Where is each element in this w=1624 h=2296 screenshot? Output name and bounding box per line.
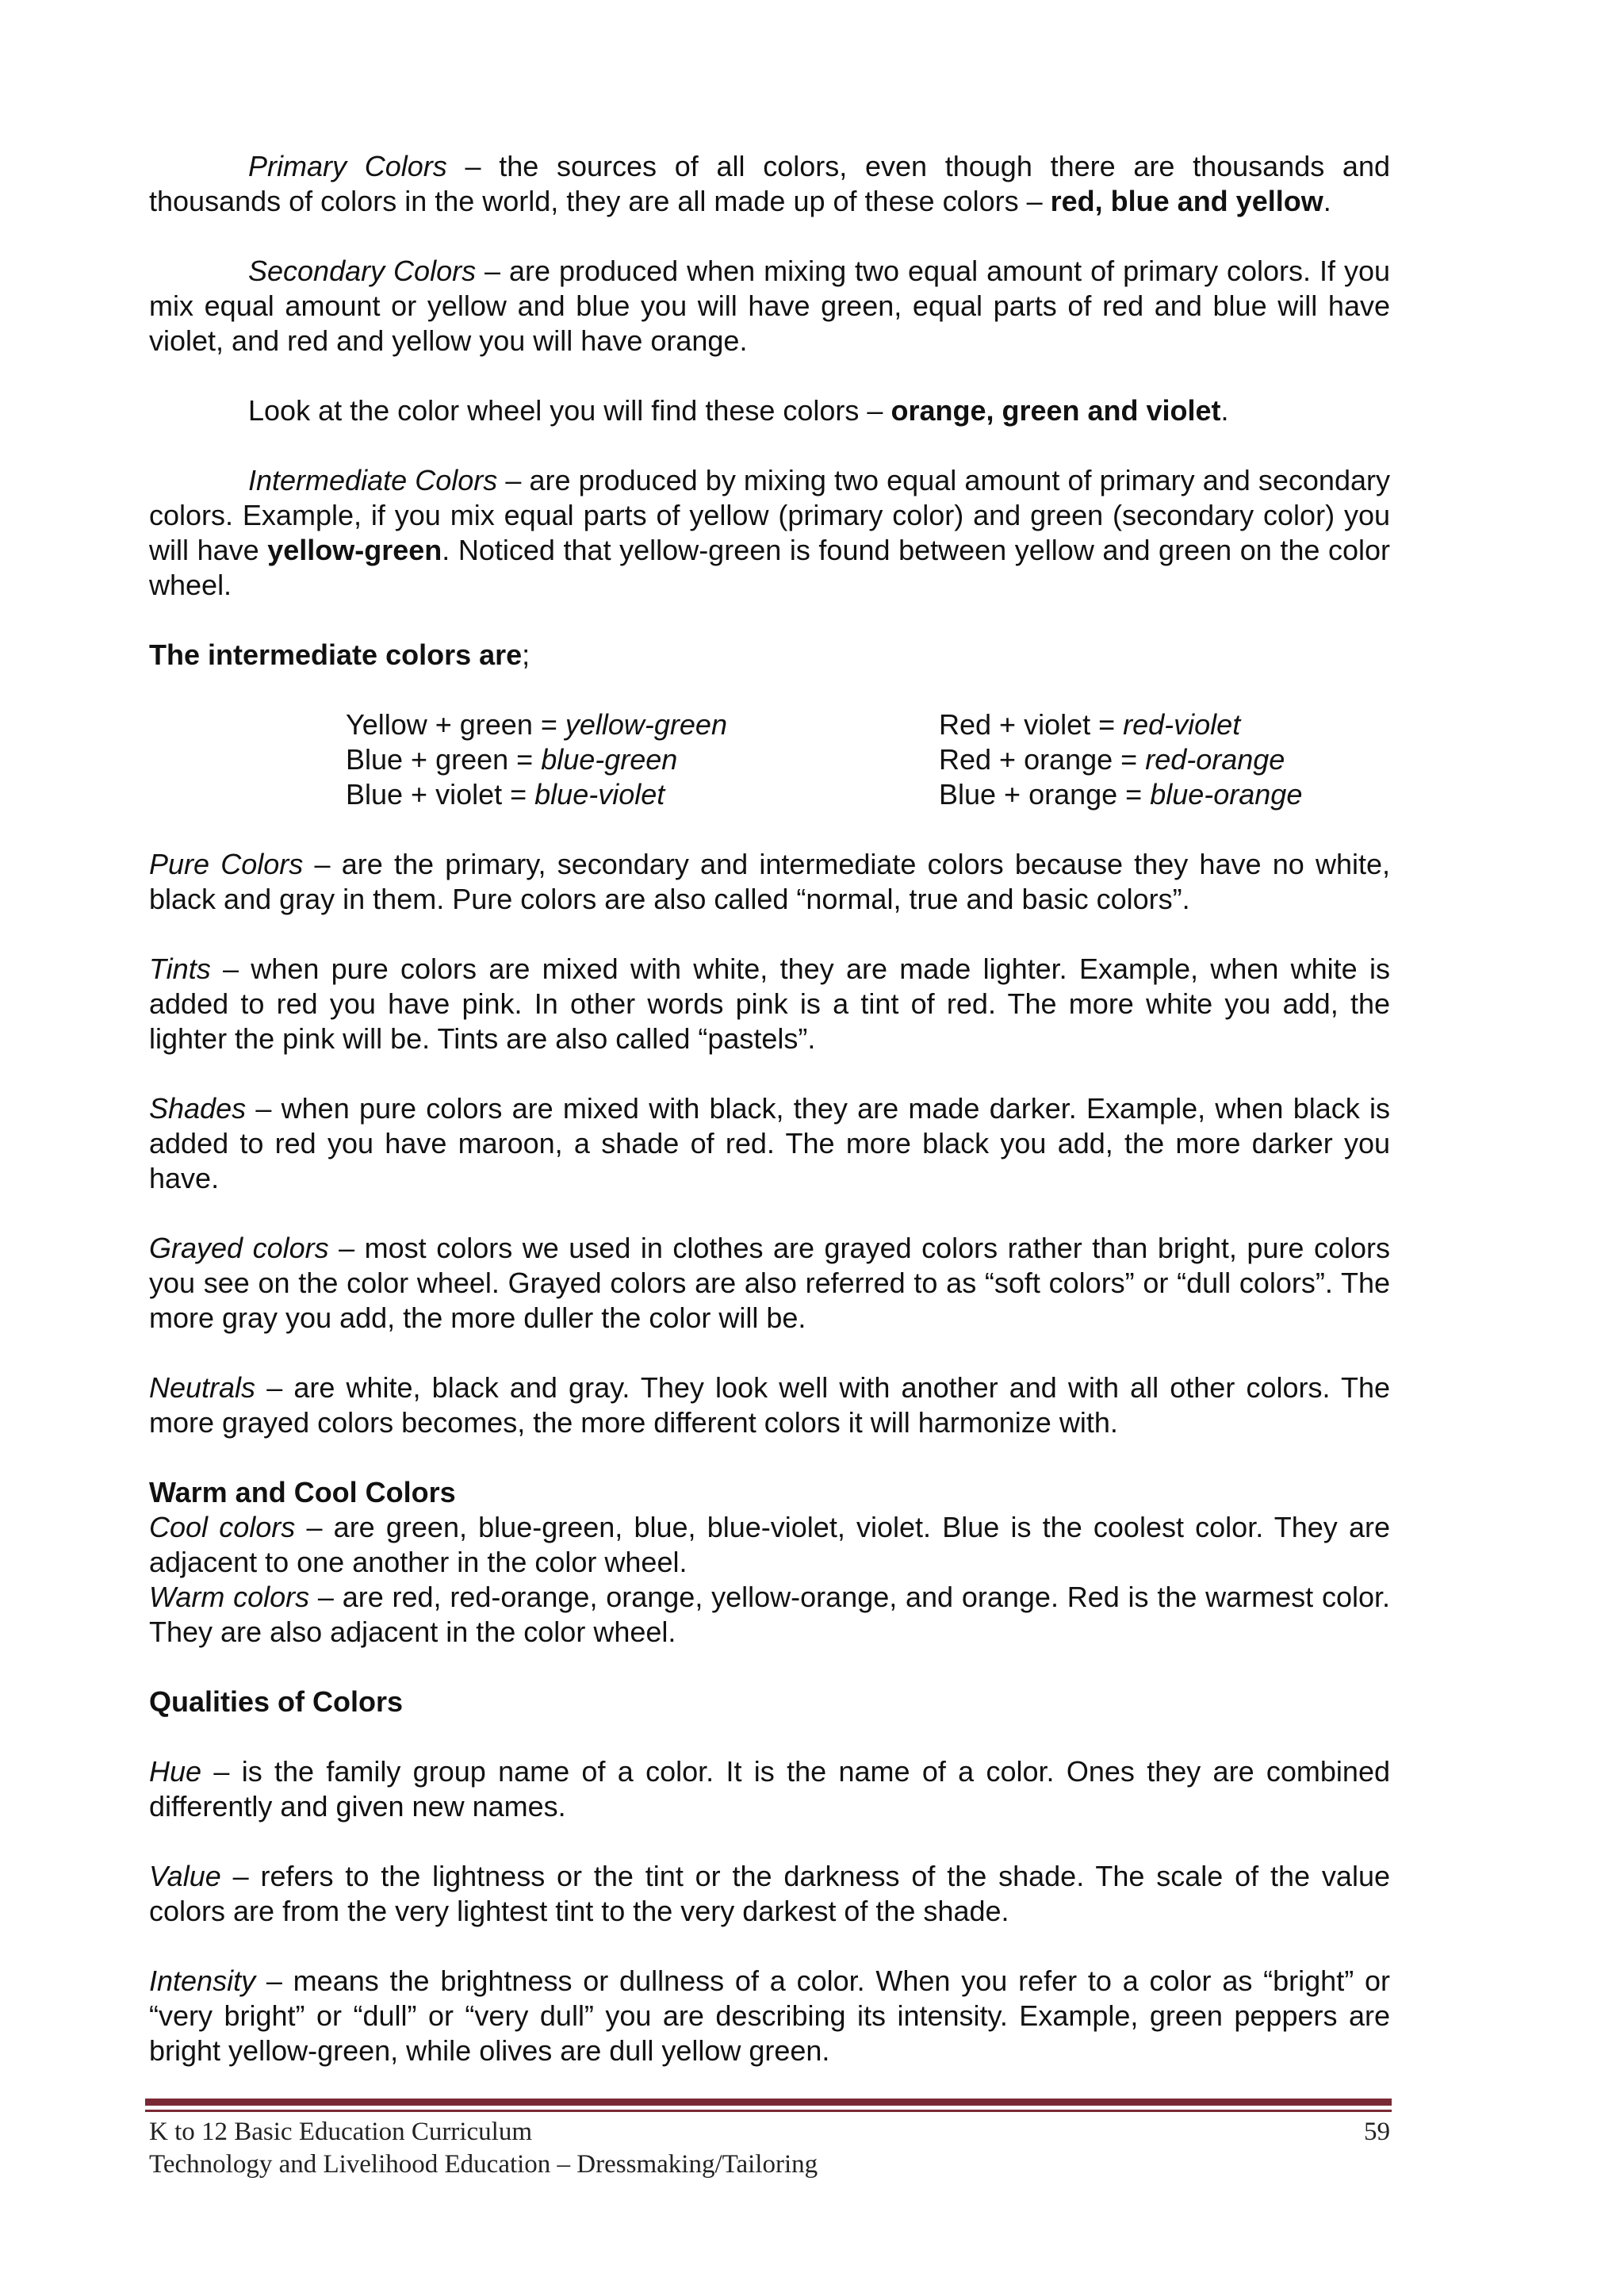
combination-item [346, 742, 939, 777]
intermediate-colors-heading [149, 638, 1390, 673]
combination-item [939, 707, 1383, 742]
combination-result: red-orange [1145, 743, 1285, 776]
combination-equation: Blue + green = [346, 743, 542, 776]
definition-text: – are produced by mixing two equal amount of primary and secondary colors. Example, if you mix equal parts of yellow (primary color) and green (secondary color) you will have [149, 464, 1390, 566]
paragraph-tints [149, 952, 1390, 1056]
body-text: Look at the color wheel you will find these colors – [248, 394, 891, 427]
combination-item [939, 742, 1383, 777]
page-footer [149, 2116, 1390, 2181]
emphasis-text: yellow-green [267, 534, 442, 566]
combination-result: blue-orange [1150, 778, 1303, 811]
paragraph-color-wheel [149, 393, 1390, 428]
combination-result: blue-green [541, 743, 678, 776]
term-pure-colors: Pure Colors [149, 848, 304, 880]
footer-subject-title: Technology and Livelihood Education – Dressmaking/Tailoring [149, 2150, 818, 2179]
sentence-tail: . [1220, 394, 1229, 427]
term-warm-colors: Warm colors [149, 1581, 310, 1613]
paragraph-hue [149, 1754, 1390, 1824]
combination-result: blue-violet [534, 778, 665, 811]
definition-text: – when pure colors are mixed with black, they are made darker. Example, when black is added to red you have maroon, a shade of red. The more black you add, the more darker you have. [149, 1092, 1390, 1194]
paragraph-shades [149, 1091, 1390, 1196]
sentence-tail: . Noticed that yellow-green is found between yellow and green on the color wheel. [149, 534, 1390, 601]
definition-text: – are green, blue-green, blue, blue-violet, violet. Blue is the coolest color. They are adjacent to one another in the color wheel. [149, 1511, 1390, 1578]
term-shades: Shades [149, 1092, 247, 1125]
combination-equation: Red + violet = [939, 708, 1124, 741]
term-primary-colors: Primary Colors [248, 150, 447, 182]
term-secondary-colors: Secondary Colors [248, 255, 477, 287]
term-intermediate-colors: Intermediate Colors [248, 464, 498, 496]
emphasis-text: orange, green and violet [891, 394, 1221, 427]
definition-text: – are white, black and gray. They look well with another and with all other colors. The more grayed colors becomes, the more different colors it will harmonize with. [149, 1371, 1390, 1439]
term-cool-colors: Cool colors [149, 1511, 296, 1543]
emphasis-text: red, blue and yellow [1050, 185, 1323, 217]
term-hue: Hue [149, 1755, 202, 1788]
definition-text: – the sources of all colors, even though there are thousands and thousands of colors in the world, they are all made up of these colors – [149, 150, 1391, 217]
footer-rule-thin [145, 2110, 1392, 2112]
combination-result: yellow-green [565, 708, 727, 741]
paragraph-secondary-colors [149, 254, 1390, 358]
combination-item [939, 777, 1383, 812]
combination-result: red-violet [1123, 708, 1241, 741]
paragraph-warm-colors [149, 1580, 1390, 1650]
footer-rule-thick [145, 2099, 1392, 2106]
term-neutrals: Neutrals [149, 1371, 256, 1404]
definition-text: – means the brightness or dullness of a color. When you refer to a color as “bright” or “very bright” or “dull” or “very dull” you are describing its intensity. Example, green peppers are bright yellow-green, while olives are dull yellow green. [149, 1964, 1390, 2067]
sentence-tail: . [1323, 185, 1331, 217]
definition-text: – are the primary, secondary and intermediate colors because they have no white, black and gray in them. Pure colors are also called “normal, true and basic colors”. [149, 848, 1390, 915]
combination-item [346, 707, 939, 742]
heading-tail: ; [522, 638, 530, 671]
section-heading-qualities: Qualities of Colors [149, 1685, 404, 1718]
paragraph-primary-colors [149, 149, 1390, 219]
combination-equation: Red + orange = [939, 743, 1146, 776]
term-intensity: Intensity [149, 1964, 256, 1997]
definition-text: – is the family group name of a color. It is the name of a color. Ones they are combined differently and given new names. [149, 1755, 1390, 1823]
definition-text: – are produced when mixing two equal amount of primary colors. If you mix equal amount or yellow and blue you will have green, equal parts of red and blue will have violet, and red and yellow you will have orange. [149, 255, 1391, 357]
paragraph-cool-colors [149, 1510, 1390, 1580]
paragraph-intermediate-colors [149, 463, 1390, 603]
term-grayed-colors: Grayed colors [149, 1232, 329, 1264]
paragraph-neutrals [149, 1370, 1390, 1440]
term-tints: Tints [149, 953, 211, 985]
page-body [149, 149, 1390, 2068]
term-value: Value [149, 1860, 221, 1892]
heading-text: The intermediate colors are [149, 638, 523, 671]
definition-text: – refers to the lightness or the tint or the darkness of the shade. The scale of the value colors are from the very lightest tint to the very darkest of the shade. [149, 1860, 1390, 1927]
combination-equation: Yellow + green = [346, 708, 565, 741]
paragraph-grayed-colors [149, 1231, 1390, 1336]
footer-curriculum-title: K to 12 Basic Education Curriculum [149, 2118, 532, 2146]
paragraph-value [149, 1859, 1390, 1929]
combination-equation: Blue + violet = [346, 778, 535, 811]
paragraph-pure-colors [149, 847, 1390, 917]
section-heading-warm-cool: Warm and Cool Colors [149, 1476, 456, 1508]
definition-text: – are red, red-orange, orange, yellow-orange, and orange. Red is the warmest color. They are also adjacent in the color wheel. [149, 1581, 1390, 1648]
page-number: 59 [1364, 2118, 1390, 2146]
definition-text: – most colors we used in clothes are grayed colors rather than bright, pure colors you see on the color wheel. Grayed colors are also referred to as “soft colors” or “dull colors”. The more gray you add, the more duller the color will be. [149, 1232, 1390, 1334]
paragraph-intensity [149, 1964, 1390, 2068]
combination-item [346, 777, 939, 812]
definition-text: – when pure colors are mixed with white, they are made lighter. Example, when white is added to red you have pink. In other words pink is a tint of red. The more white you add, the lighter the pink will be. Tints are also called “pastels”. [149, 953, 1390, 1055]
color-combination-list [346, 707, 1390, 812]
combination-equation: Blue + orange = [939, 778, 1151, 811]
